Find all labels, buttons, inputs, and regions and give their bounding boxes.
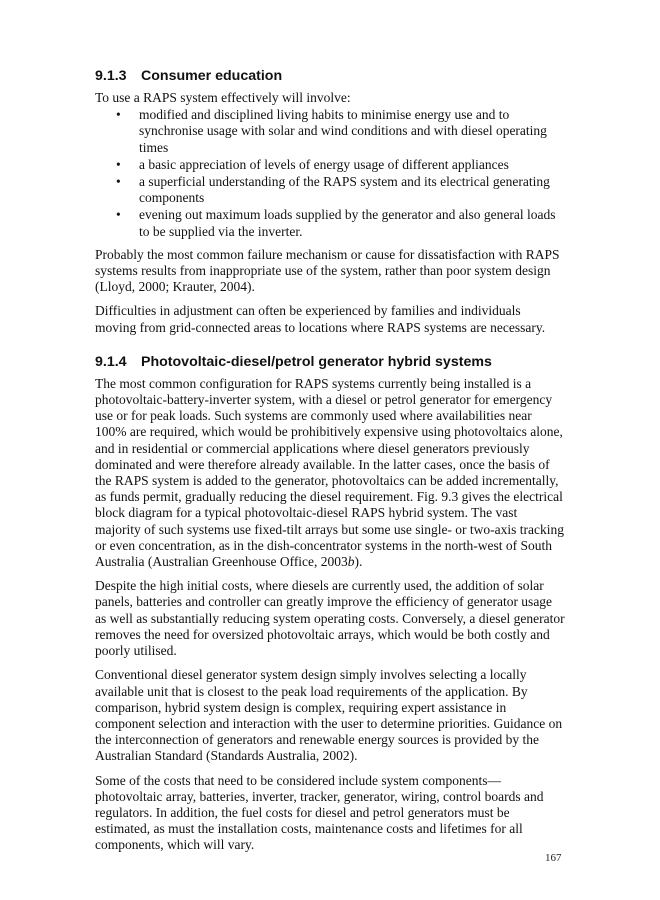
bullet-icon: •: [116, 207, 121, 223]
section-title: Consumer education: [141, 68, 283, 84]
list-item-text: a superficial understanding of the RAPS system and its electrical generating components: [139, 174, 550, 206]
list-item: [95, 157, 565, 173]
section-title: Photovoltaic-diesel/petrol generator hybrid systems: [141, 353, 492, 370]
body-paragraph: [95, 376, 565, 570]
body-paragraph: Conventional diesel generator system design simply involves selecting a locally available unit that is closest to the peak load requirements of the application. By comparison, hybrid system design is complex, requiring expert assistance in component selection and interaction with the user to determine priorities. Guidance on the interconnection of generators and renewable energy sources is provided by the Australian Standard (Standards Australia, 2002).: [95, 667, 563, 764]
bullet-icon: •: [116, 107, 121, 123]
page-content: [95, 66, 565, 862]
list-item: [95, 207, 565, 239]
bullet-icon: •: [116, 174, 121, 190]
list-item-text: modified and disciplined living habits to minimise energy use and to synchronise usage with solar and wind conditions and with diesel operating times: [139, 107, 547, 155]
body-paragraph: Some of the costs that need to be considered include system components—photovoltaic array, batteries, inverter, tracker, generator, wiring, control boards and regulators. In addition, the fuel costs for diesel and petrol generators must be estimated, as must the installation costs, maintenance costs and lifetimes for all components, which will vary.: [95, 772, 544, 853]
bullet-list: [95, 107, 565, 240]
section-heading-hybrid-systems: [95, 352, 565, 372]
bullet-icon: •: [116, 156, 121, 172]
section-heading-consumer-education: [95, 66, 565, 86]
paragraph-text-end: ).: [354, 554, 363, 570]
section-number: 9.1.4: [95, 353, 127, 370]
body-paragraph: Difficulties in adjustment can often be experienced by families and individuals moving from grid-connected areas to locations where RAPS systems are necessary.: [95, 303, 546, 335]
citation-suffix: b: [347, 554, 355, 570]
intro-paragraph: To use a RAPS system effectively will involve:: [95, 90, 351, 105]
body-paragraph: Probably the most common failure mechanism or cause for dissatisfaction with RAPS systems results from inappropriate use of the system, rather than poor system design (Lloyd, 2000; Krauter, 2004).: [95, 246, 560, 295]
paragraph-text: The most common configuration for RAPS systems currently being installed is a photovoltaic-battery-inverter system, with a diesel or petrol generator for emergency use or for peak loads. Such systems are commonly used where availabilities near 100% are required, which would be prohibitively expensive using photovoltaics alone, and in residential or commercial applications where diesel generators previously dominated and were therefore already available. In the latter cases, once the basis of the RAPS system is added to the generator, photovoltaics can be added incrementally, as funds permit, gradually reducing the diesel requirement. Fig. 9.3 gives the electrical block diagram for a typical photovoltaic-diesel RAPS hybrid system. The vast majority of such systems use fixed-tilt arrays but some use single- or two-axis tracking or even concentration, as in the dish-concentrator systems in the north-west of South Australia (Australian Greenhouse Office, 2003: [95, 375, 565, 570]
page-number: 167: [545, 852, 562, 864]
section-number: 9.1.3: [95, 68, 127, 84]
list-item-text: evening out maximum loads supplied by the generator and also general loads to be supplied via the inverter.: [139, 207, 556, 239]
body-paragraph: Despite the high initial costs, where diesels are currently used, the addition of solar panels, batteries and controller can greatly improve the efficiency of generator usage as well as substantially reducing system operating costs. Conversely, a diesel generator removes the need for oversized photovoltaic arrays, which would be both costly and poorly utilised.: [95, 578, 565, 659]
list-item-text: a basic appreciation of levels of energy usage of different appliances: [139, 156, 509, 172]
list-item: [95, 174, 565, 206]
list-item: [95, 107, 565, 156]
